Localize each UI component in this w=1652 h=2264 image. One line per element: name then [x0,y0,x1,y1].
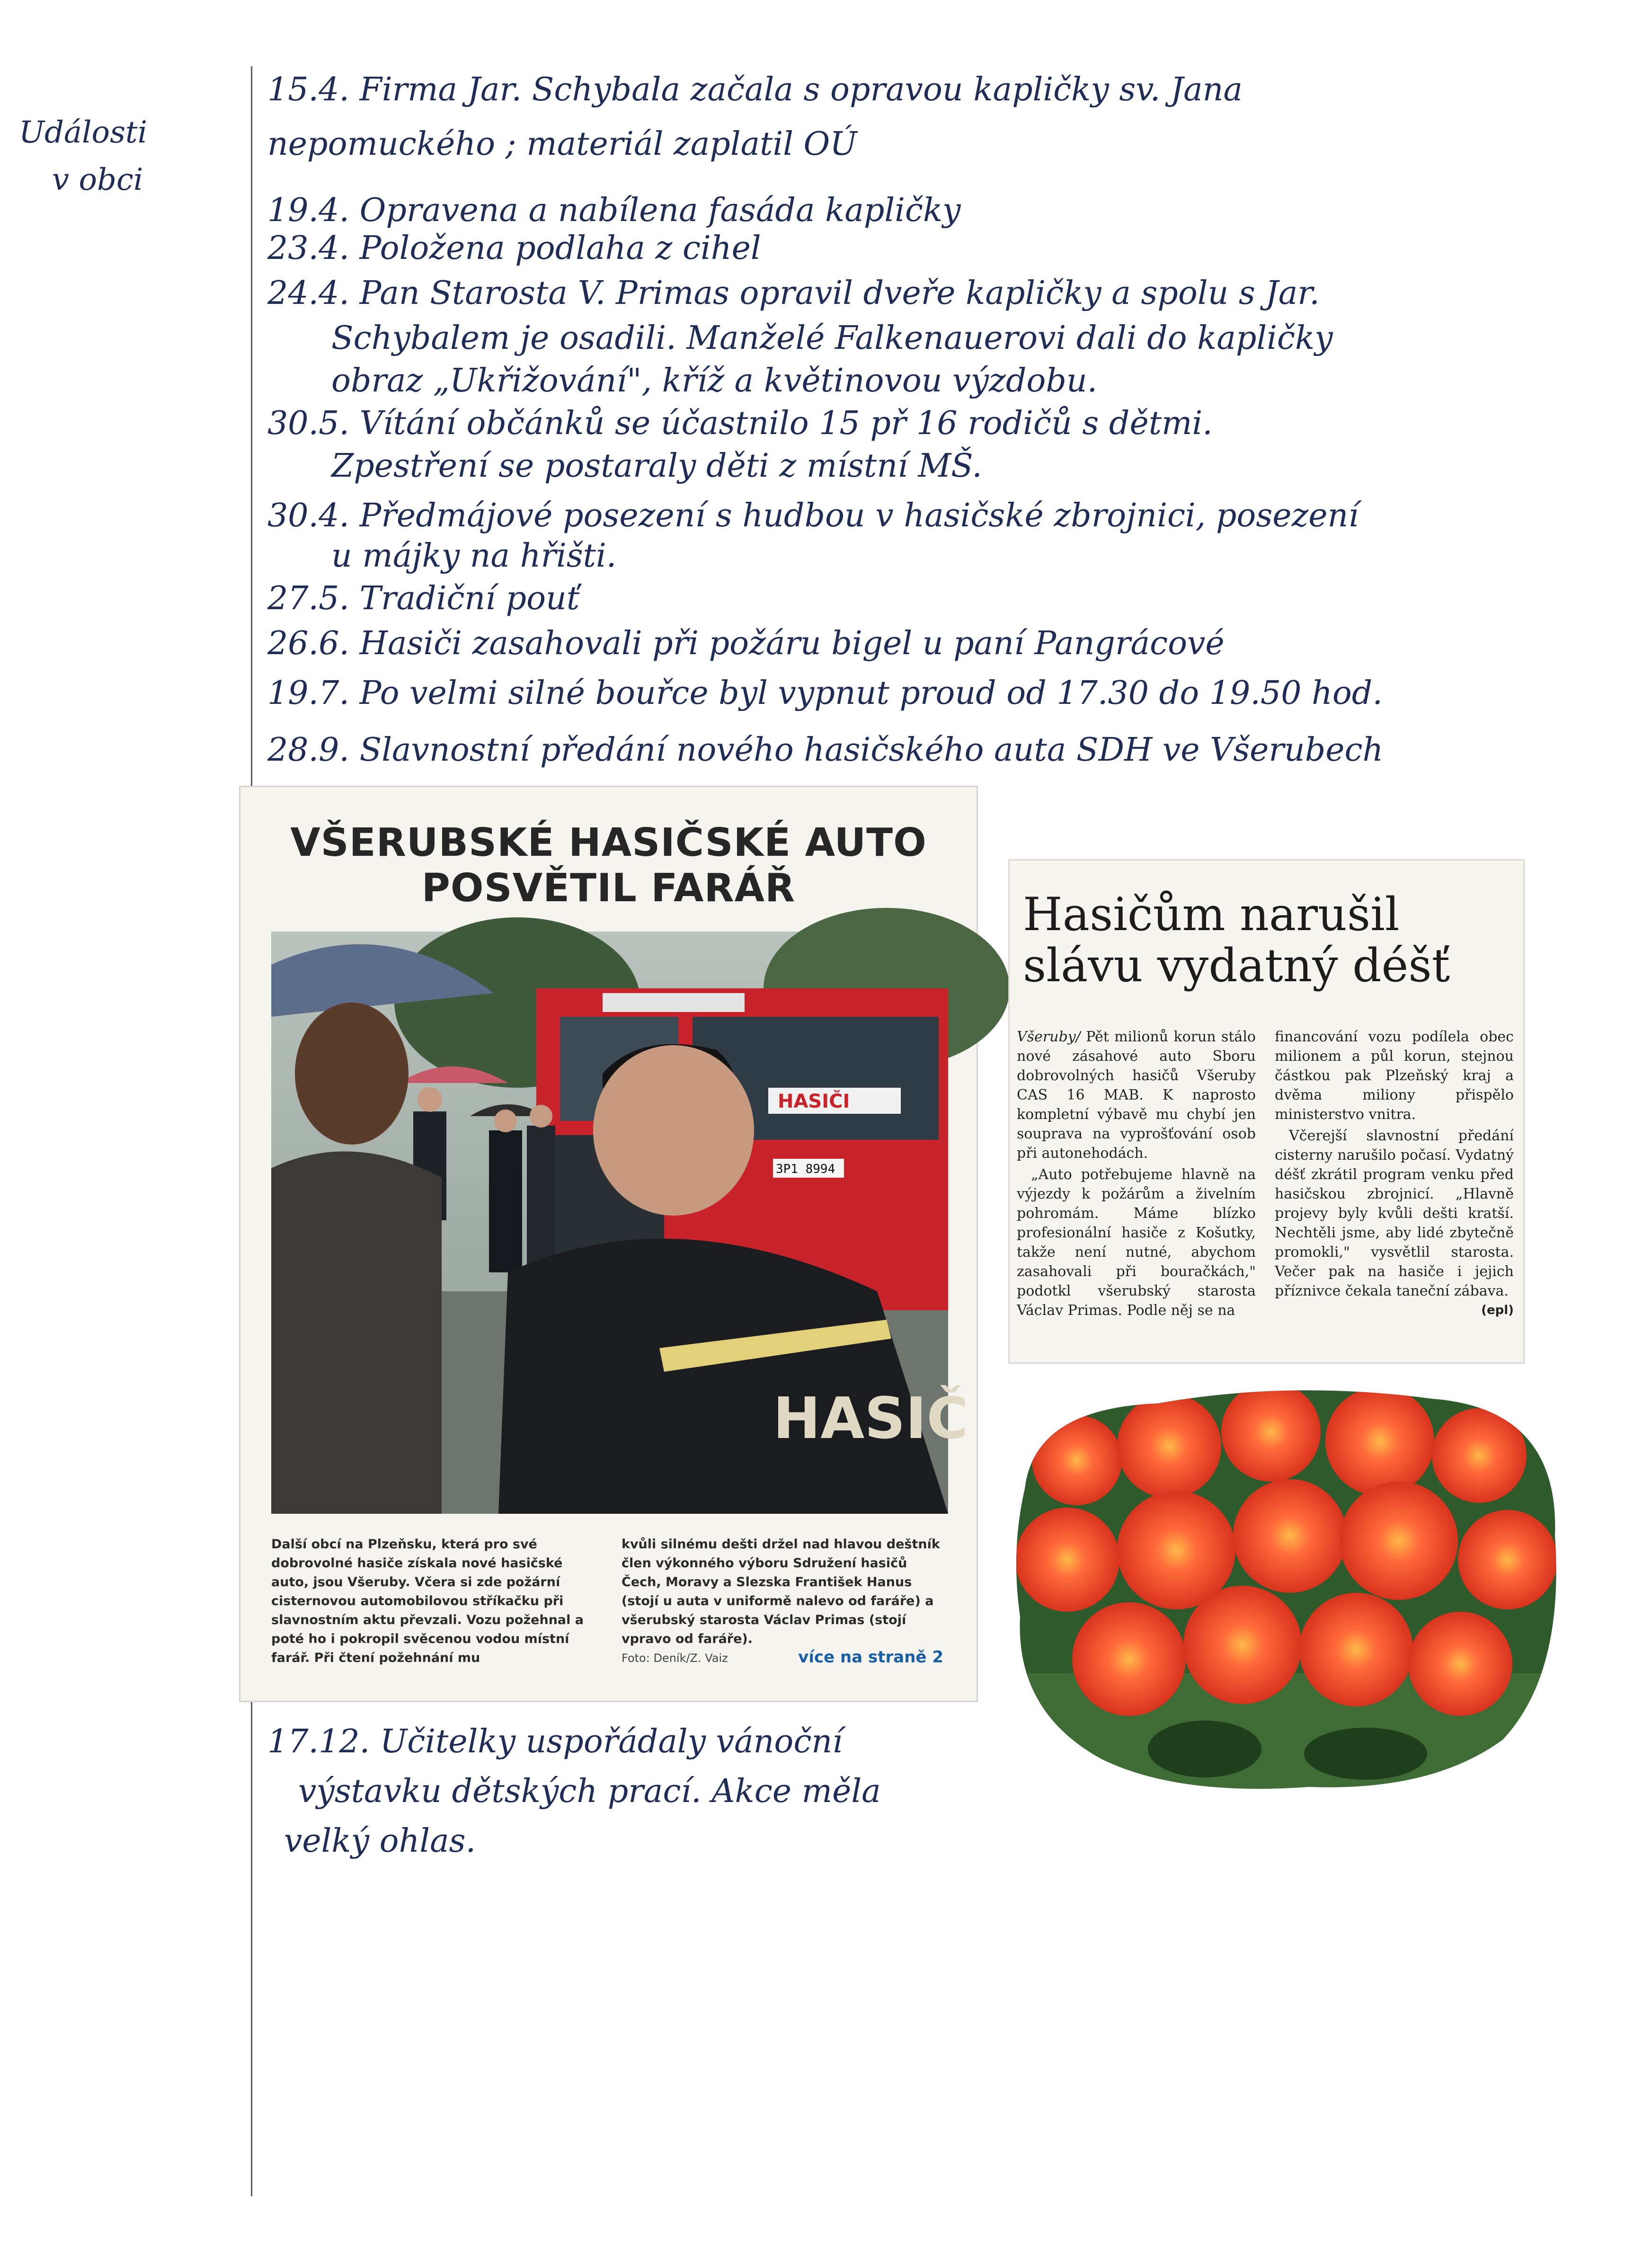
dahlia-flowers-image [1006,1380,1564,1796]
chronicle-line: velký ohlas. [284,1822,476,1860]
article-paragraph [1275,1126,1514,1317]
truck-label: HASIČI [778,1091,850,1112]
chronicle-line: 26.6. Hasiči zasahovali při požáru bigel u paní Pangrácové [267,625,1225,662]
newspaper-clipping-rain [1008,859,1525,1364]
chronicle-line: 30.4. Předmájové posezení s hudbou v hasičské zbrojnici, posezení [267,497,1359,534]
article-paragraph [1017,1027,1256,1163]
clipping2-headline [1023,889,1515,991]
chronicle-line: 15.4. Firma Jar. Schybala začala s opravou kapličky sv. Jana [267,71,1243,108]
caption-right: kvůli silnému dešti držel nad hlavou deštník člen výkonného výboru Sdružení hasičů Čech, Moravy a Slezska František Hanus (stojí u auta v uniformě nalevo od faráře) a všerubský starosta Václav Primas (stojí vpravo od faráře). [622,1537,940,1646]
chronicle-line: 30.5. Vítání občánků se účastnilo 15 př 16 rodičů s dětmi. [267,405,1213,442]
clipping-headline [240,820,977,911]
chronicle-line: u májky na hřišti. [331,537,617,575]
article-paragraph: „Auto potřebujeme hlavně na výjezdy k požárům a živelním pohromám. Máme blízko profesionální hasiče z Košutky, takže není nutné, abychom zasahovali při bouračkách," podotkl všerubský starosta Václav Primas. Podle něj se na [1017,1166,1256,1319]
chronicle-line: 19.7. Po velmi silné bouřce byl vypnut proud od 17.30 do 19.50 hod. [267,675,1383,712]
clipping-headline-line-1: VŠERUBSKÉ HASIČSKÉ AUTO [290,820,927,865]
chronicle-line: 19.4. Opravena a nabílena fasáda kapličky [267,192,961,229]
caption-left: Další obcí na Plzeňsku, která pro své dobrovolné hasiče získala nové hasičské auto, jsou Všeruby. Včera si zde požární cisternovou automobilovou stříkačku při slavnostním aktu převzali. Vozu požehnal a poté ho i pokropil svěcenou vodou místní farář. Při čtení požehnání mu [271,1537,584,1665]
chronicle-line: nepomuckého ; materiál zaplatil OÚ [267,125,857,163]
margin-note-line-1: Události [19,115,148,150]
margin-note [19,109,180,204]
truck-plate: 3P1 8994 [776,1162,835,1176]
chronicle-line: 24.4. Pan Starosta V. Primas opravil dveře kapličky a spolu s Jar. [267,275,1320,312]
chronicle-line: výstavku dětských prací. Akce měla [298,1773,881,1810]
clipping2-headline-line-1: Hasičům narušil [1023,888,1400,941]
chronicle-line: Zpestření se postaraly děti z místní MŠ. [331,447,982,485]
article-text: Včerejší slavnostní předání cisterny narušilo počasí. Vydatný déšť zkrátil program venku před hasičskou zbrojnicí. „Hlavně projevy byly kvůli dešti kratší. Nechtěli jsme, aby lidé zbytečně promokli," vysvětlil starosta. Večer pak na hasiče i jejich příznivce čekala taneční zábava. [1275,1128,1514,1299]
chronicle-line: obraz „Ukřižování", kříž a květinovou výzdobu. [331,362,1098,400]
article-text: Pět milionů korun stálo nové zásahové auto Sboru dobrovolných hasičů Všeruby CAS 16 MAB. K naprosto kompletní výbavě mu chybí jen souprava na vyprošťování osob při autonehodách. [1017,1029,1256,1162]
jacket-label: HASIČ [773,1386,968,1452]
photo-credit: Foto: Deník/Z. Vaiz [622,1651,728,1665]
chronicle-line: 28.9. Slavnostní předání nového hasičského auta SDH ve Všerubech [267,731,1384,769]
article-author: (epl) [1481,1303,1514,1317]
clipping2-headline-line-2: slávu vydatný déšť [1023,939,1450,992]
clipping2-article [1017,1027,1516,1349]
article-paragraph: financování vozu podílela obec milionem a půl korun, stejnou částkou pak Plzeňský kraj a dvěma miliony přispělo ministerstvo vnitra. [1275,1029,1514,1123]
photo-caption [271,1535,948,1677]
margin-note-line-2: v obci [52,162,143,197]
newspaper-clipping-fire-truck [239,786,978,1702]
chronicle-line: 27.5. Tradiční pouť [267,580,580,617]
article-place: Všeruby/ [1017,1029,1081,1045]
chronicle-line: 23.4. Položena podlaha z cihel [267,230,761,267]
chronicle-line: Schybalem je osadili. Manželé Falkenauerovi dali do kapličky [331,320,1333,357]
continued-on-page-2: více na straně 2 [798,1648,943,1667]
fire-truck-photo [271,932,968,1514]
chronicle-line: 17.12. Učitelky uspořádaly vánoční [267,1723,843,1760]
clipping-headline-line-2: POSVĚTIL FARÁŘ [421,866,796,911]
